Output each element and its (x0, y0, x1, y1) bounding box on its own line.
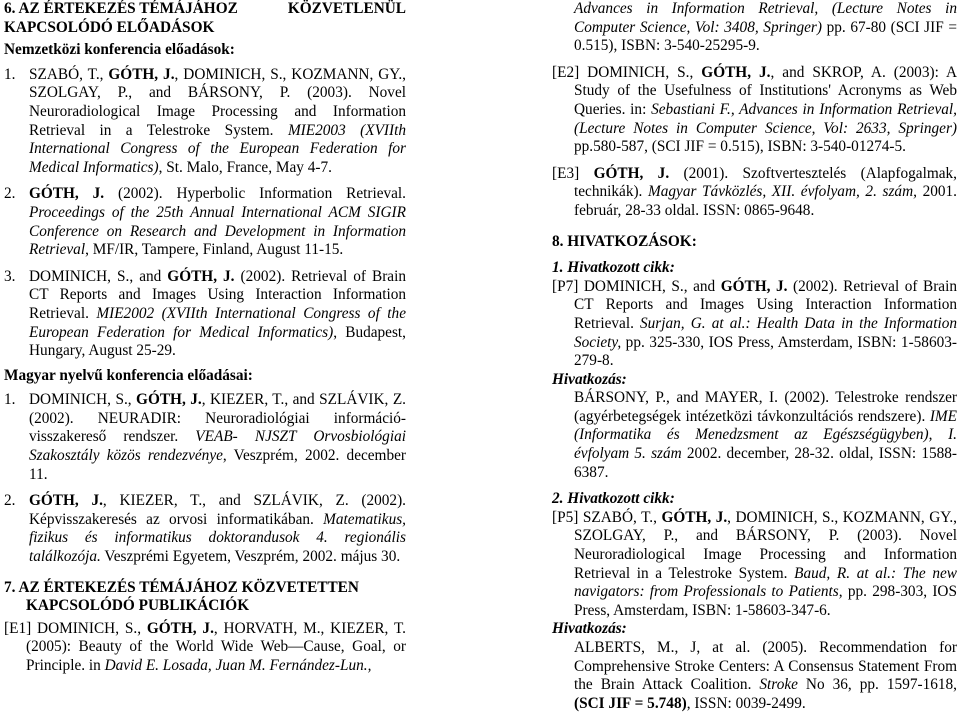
item-text: GÓTH, J. (2002). Hyperbolic Information Retrieval. Proceedings of the 25th Annual International ACM SIGIR Conference on Research and Development in Information Retrieval, MF/IR, Tampere, Finland, August 11-15. (29, 185, 406, 259)
section-6-title-line2: KAPCSOLÓDÓ ELŐADÁSOK (4, 18, 215, 36)
hungarian-conference-heading: Magyar nyelvű konferencia előadásai: (4, 366, 253, 384)
cited-article-1-heading: 1. Hivatkozott cikk: (552, 259, 675, 277)
section-6-title-start: 6. AZ ÉRTEKEZÉS TÉMÁJÁHOZ (4, 0, 238, 17)
list-item (4, 391, 406, 484)
citation-1-text: BÁRSONY, P., and MAYER, I. (2002). Telestroke rendszer (agyérbetegségek intézetközi távkonzultációs rendszere). IME (Informatika és Menedzsment az Egészségügyben), I. évfolyam 5. szám 2002. december, 28-32. oldal, ISSN: 1588-6387. (574, 389, 958, 481)
section-8-title: 8. HIVATKOZÁSOK: (552, 232, 697, 250)
reference-p5: [P5] SZABÓ, T., GÓTH, J., DOMINICH, S., KOZMANN, GY., SZOLGAY, P., and BÁRSONY, P. (2003). Novel Neuroradiological Image Processing and Information Retrieval in a Telestroke System. Baud, R. at al.: The new navigators: from Professionals to Patients, pp. 298-303, IOS Press, Amsterdam, ISBN: 1-58603-347-6. (552, 508, 957, 619)
citation-2-text: ALBERTS, M., J, at al. (2005). Recommendation for Comprehensive Stroke Centers: A Consensus Statement From the Brain Attack Coalition. Stroke No 36, pp. 1597-1618, (SCI JIF = 5.748), ISSN: 0039-2499. (574, 639, 957, 712)
section-7-title-line1: 7. AZ ÉRTEKEZÉS TÉMÁJÁHOZ KÖZVETETTEN (4, 578, 359, 596)
right-column (552, 0, 957, 713)
item-text: DOMINICH, S., GÓTH, J., KIEZER, T., and SZLÁVIK, Z. (2002). NEURADIR: Neuroradiológiai információ-visszakereső rendszer. VEAB- NJSZT Orvosbiológiai Szakosztály közös rendezvénye, Veszprém, 2002. december 11. (29, 391, 406, 483)
reference-p7: [P7] DOMINICH, S., and GÓTH, J. (2002). Retrieval of Brain CT Reports and Images Using Interaction Information Retrieval. Surjan, G. at al.: Health Data in the Information Society, pp. 325-330, IOS Press, Amsterdam, ISBN: 1-58603-279-8. (552, 277, 957, 370)
item-number: 3. (4, 267, 16, 285)
citation-label-2: Hivatkozás: (552, 620, 627, 638)
cited-article-2-heading: 2. Hivatkozott cikk: (552, 490, 675, 508)
reference-e2: [E2] DOMINICH, S., GÓTH, J., and SKROP, A. (2003): A Study of the Usefulness of Institutions' Acronyms as Web Queries. in: Sebastiani F., Advances in Information Retrieval, (Lecture Notes in Computer Science, Vol: 2633, Springer) pp.580-587, (SCI JIF = 0.515), ISBN: 3-540-01274-5. (552, 63, 957, 156)
item-number: 1. (4, 65, 16, 83)
reference-e1-continued: Advances in Information Retrieval, (Lecture Notes in Computer Science, Vol: 3408, Springer) pp. 67-80 (SCI JIF = 0.515), ISBN: 3-540-25295-9. (574, 0, 957, 55)
item-number: 2. (4, 185, 16, 203)
section-6-heading (4, 0, 406, 19)
reference-e3: [E3] GÓTH, J. (2001). Szoftvertesztelés (Alapfogalmak, technikák). Magyar Távközlés, XII. évfolyam, 2. szám, 2001. február, 28-33 oldal. ISSN: 0865-9648. (552, 164, 957, 219)
reference-e1: [E1] DOMINICH, S., GÓTH, J., HORVATH, M., KIEZER, T. (2005): Beauty of the World Wide Web—Cause, Goal, or Principle. in David E. Losada, Juan M. Fernández-Lun., (4, 619, 406, 674)
list-item (4, 185, 406, 259)
list-item (4, 268, 406, 361)
item-text: GÓTH, J., KIEZER, T., and SZLÁVIK, Z. (2002). Képvisszakeresés az orvosi informatikában. Matematikus, fizikus és informatikus doktorandusok 4. regionális találkozója. Veszprémi Egyetem, Veszprém, 2002. május 30. (29, 492, 406, 566)
item-number: 1. (4, 391, 16, 409)
list-item (4, 492, 406, 566)
citation-label-1: Hivatkozás: (552, 370, 627, 388)
section-7-title-line2: KAPCSOLÓDÓ PUBLIKÁCIÓK (26, 597, 250, 615)
intl-conference-heading: Nemzetközi konferencia előadások: (4, 41, 235, 59)
item-text: DOMINICH, S., and GÓTH, J. (2002). Retrieval of Brain CT Reports and Images Using Interaction Information Retrieval. MIE2002 (XVIIth International Congress of the European Federation for Medical Informatics), Budapest, Hungary, August 25-29. (29, 267, 406, 360)
list-item (4, 66, 406, 178)
item-text: SZABÓ, T., GÓTH, J., DOMINICH, S., KOZMANN, GY., SZOLGAY, P., and BÁRSONY, P. (2003). Novel Neuroradiological Image Processing and Information Retrieval in a Telestroke System. MIE2003 (XVIIth International Congress of the European Federation for Medical Informatics), St. Malo, France, May 4-7. (29, 65, 406, 176)
section-6-title-end: KÖZVETLENÜL (287, 0, 406, 17)
item-number: 2. (4, 492, 16, 510)
left-column (4, 0, 406, 676)
